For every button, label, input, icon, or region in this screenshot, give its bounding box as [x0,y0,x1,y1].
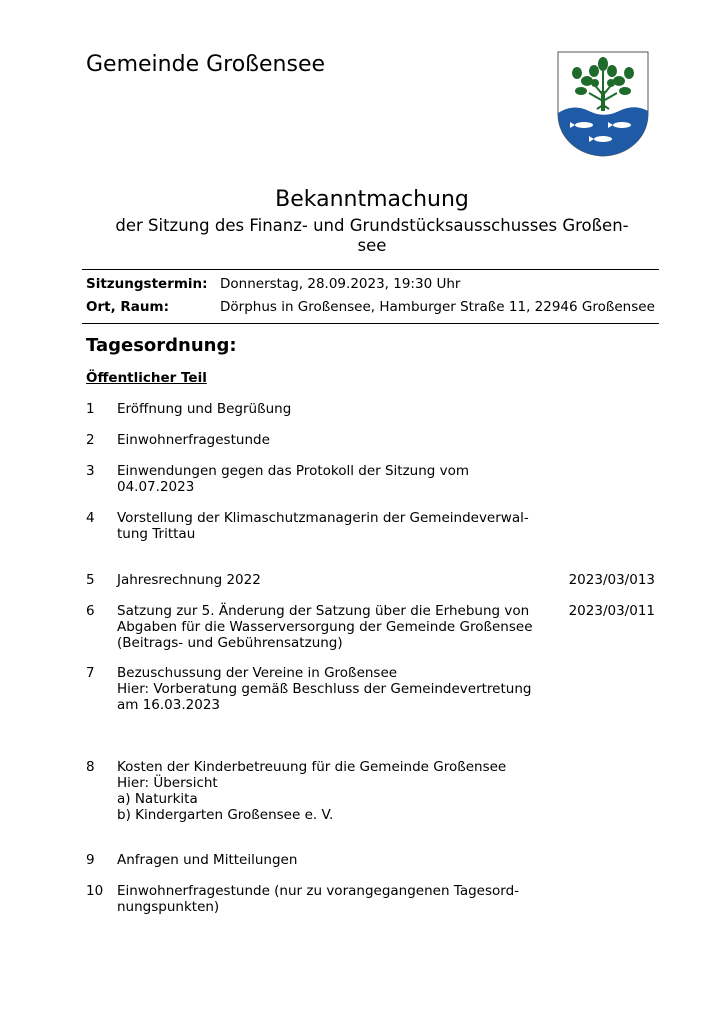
agenda-item-number: 7 [86,665,95,681]
agenda-item-text: Satzung zur 5. Änderung der Satzung über die Erhebung von Abgaben für die Wasserversorgung der Gemeinde Großensee (Beitrags- und Gebührensatzung) [117,603,533,651]
document-subtitle [86,216,658,256]
public-part-heading: Öffentlicher Teil [86,370,207,386]
agenda-item-number: 4 [86,510,95,526]
agenda-item-reference: 2023/03/013 [568,572,655,588]
agenda-item-text: Kosten der Kinderbetreuung für die Gemeinde Großensee Hier: Übersicht a) Naturkita b) Kindergarten Großensee e. V. [117,759,507,823]
agenda-item-text: Anfragen und Mitteilungen [117,852,298,868]
session-place-row [82,296,659,319]
session-place-label: Ort, Raum: [86,299,169,315]
agenda-item-text: Einwohnerfragestunde (nur zu vorangegangenen Tagesord- nungspunkten) [117,883,520,915]
agenda-item-number: 2 [86,432,95,448]
agenda-item-text: Eröffnung und Begrüßung [117,401,292,417]
agenda-item-reference: 2023/03/011 [568,603,655,619]
municipality-name: Gemeinde Großensee [86,52,326,77]
session-date-value: Donnerstag, 28.09.2023, 19:30 Uhr [220,276,461,292]
document-title: Bekanntmachung [275,187,469,212]
agenda-item-text: Jahresrechnung 2022 [117,572,261,588]
agenda-item-number: 1 [86,401,95,417]
agenda-item-text: Einwendungen gegen das Protokoll der Sitzung vom 04.07.2023 [117,463,470,495]
agenda-item-number: 9 [86,852,95,868]
agenda-item-number: 3 [86,463,95,479]
session-info [82,269,659,324]
session-place-value: Dörphus in Großensee, Hamburger Straße 11, 22946 Großensee [220,299,655,315]
agenda-item-number: 5 [86,572,95,588]
agenda-item-text: Bezuschussung der Vereine in Großensee Hier: Vorberatung gemäß Beschluss der Gemeindevertretung am 16.03.2023 [117,665,532,713]
agenda-item-number: 6 [86,603,95,619]
title-block [86,186,658,256]
agenda-item-number: 8 [86,759,95,775]
agenda-item-text: Einwohnerfragestunde [117,432,270,448]
subtitle-line: der Sitzung des Finanz- und Grundstücksausschusses Großen- [115,216,629,235]
agenda-heading: Tagesordnung: [86,335,237,356]
session-date-label: Sitzungstermin: [86,276,208,292]
session-date-row [82,273,659,296]
agenda-item-text: Vorstellung der Klimaschutzmanagerin der Gemeindeverwal- tung Trittau [117,510,529,542]
subtitle-line: see [357,236,387,255]
coat-of-arms-icon [557,51,649,157]
agenda-item-number: 10 [86,883,104,899]
